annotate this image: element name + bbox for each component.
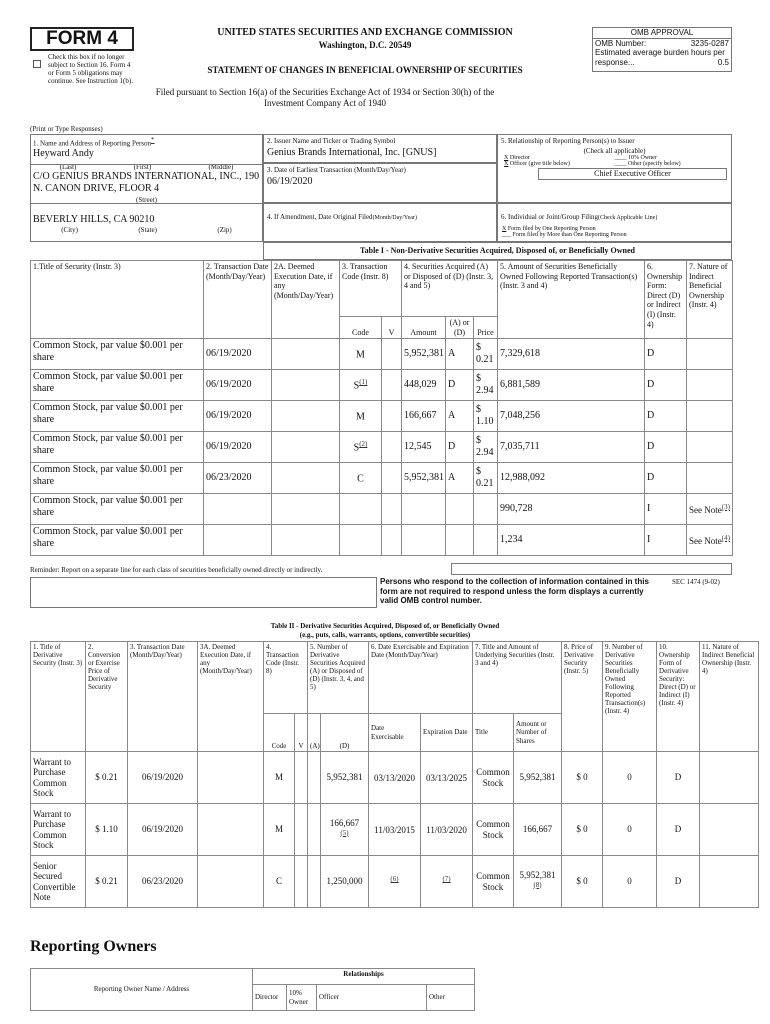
reporting-owners-heading: Reporting Owners (30, 938, 157, 955)
table1-row (31, 339, 733, 370)
t1-owned: 7,329,618 (498, 339, 645, 370)
t2-ownership-form: D (657, 856, 700, 908)
table2 (30, 641, 759, 908)
t1-h-title: 1.Title of Security (Instr. 3) (31, 261, 204, 339)
one-person-label: Form filed by One Reporting Person (507, 226, 596, 232)
one-person-mark[interactable]: X (502, 226, 507, 232)
t1-amount: 12,545 (402, 432, 446, 463)
t2-expiration-footnote[interactable]: (7) (442, 875, 451, 884)
t2-disposed: 1,250,000 (326, 876, 363, 887)
street-label: (Street) (136, 195, 157, 204)
t1-transaction-date (204, 525, 272, 556)
t1-security-title: Common Stock, par value $0.001 per share (31, 525, 204, 556)
t2-h-code-sub: Code (264, 714, 295, 752)
t2-disposed: 5,952,381 (326, 772, 363, 783)
t1-amount: 448,029 (402, 370, 446, 401)
t1-h-date: 2. Transaction Date (Month/Day/Year) (204, 261, 272, 339)
t1-price (474, 494, 498, 525)
t2-h-v: V (295, 714, 308, 752)
t1-deemed-date (272, 432, 340, 463)
t1-security-title: Common Stock, par value $0.001 per share (31, 401, 204, 432)
t2-transaction-date: 06/19/2020 (128, 752, 198, 804)
t2-acquired (308, 752, 321, 804)
t2-h-deemed: 3A. Deemed Execution Date, if any (Month/Day/Year) (198, 642, 264, 752)
t1-nature-cell (687, 370, 733, 401)
director-label: Director (509, 155, 530, 162)
t1-a-or-d (446, 494, 474, 525)
t2-expiration-cell (421, 856, 473, 908)
t1-v (382, 494, 402, 525)
t2-acquired (308, 856, 321, 908)
t2-h-conv: 2. Conversion or Exercise Price of Derivative Security (86, 642, 128, 752)
t1-deemed-date (272, 370, 340, 401)
box4-sub: (Month/Day/Year) (372, 215, 417, 221)
t2-security-title: Warrant to Purchase Common Stock (31, 752, 86, 804)
t2-owned: 0 (603, 804, 657, 856)
t1-code: M (356, 411, 365, 423)
table1 (30, 260, 733, 556)
t1-owned: 12,988,092 (498, 463, 645, 494)
t1-owned: 7,035,711 (498, 432, 645, 463)
t1-amount (402, 494, 446, 525)
t1-a-or-d (446, 525, 474, 556)
t2-code: C (264, 856, 295, 908)
t1-code-cell (340, 525, 382, 556)
director-mark[interactable]: X (504, 155, 509, 162)
t2-h-uamount: Amount or Number of Shares (514, 714, 562, 752)
t1-h-form: 6. Ownership Form: Direct (D) or Indirect (I) (Instr. 4) (645, 261, 687, 339)
t1-owned: 7,048,256 (498, 401, 645, 432)
box6-sub: (Check Applicable Line) (598, 215, 658, 221)
t1-deemed-date (272, 494, 340, 525)
t1-a-or-d: A (446, 463, 474, 494)
t1-code-cell (340, 370, 382, 401)
t2-h-exp: Expiration Date (421, 714, 473, 752)
omb-title: OMB APPROVAL (593, 28, 731, 39)
t1-transaction-date: 06/19/2020 (204, 370, 272, 401)
reminder-text: Reminder: Report on a separate line for each class of securities beneficially owned directly or indirectly. (30, 566, 323, 574)
t2-date-exercisable-cell (369, 804, 421, 856)
earliest-transaction-box (263, 163, 497, 203)
t1-deemed-date (272, 525, 340, 556)
first-label: (First) (133, 162, 152, 171)
t1-nature-footnote[interactable]: (4) (721, 533, 730, 542)
t1-price: $ 2.94 (474, 370, 498, 401)
t2-price: $ 0 (562, 856, 603, 908)
t1-price: $ 2.94 (474, 432, 498, 463)
form-title: FORM 4 (46, 28, 118, 49)
sec-form-number: SEC 1474 (9-02) (672, 578, 720, 586)
omb-number-value: 3235-0287 (690, 38, 729, 48)
t2-transaction-date: 06/23/2020 (128, 856, 198, 908)
omb-burden-value: 0.5 (717, 57, 729, 67)
t1-security-title: Common Stock, par value $0.001 per share (31, 494, 204, 525)
table1-row (31, 401, 733, 432)
reporting-person-name: Heyward Andy (33, 148, 94, 160)
t2-deemed-date (198, 752, 264, 804)
t2-date-exercisable-cell (369, 856, 421, 908)
t2-expiration-date: 11/03/2020 (426, 825, 467, 836)
t1-price (474, 525, 498, 556)
table2-row (31, 752, 759, 804)
table1-row (31, 432, 733, 463)
box3-label: 3. Date of Earliest Transaction (Month/Day/Year) (267, 166, 406, 174)
t1-h-amount: Amount (402, 317, 446, 339)
t2-h-d: (D) (321, 714, 369, 752)
table1-row (31, 525, 733, 556)
box1-label: 1. Name and Address of Reporting Person (33, 139, 152, 148)
t2-h-exercisable: 6. Date Exercisable and Expiration Date (Month/Day/Year) (369, 642, 473, 714)
t1-security-title: Common Stock, par value $0.001 per share (31, 339, 204, 370)
officer-title: Chief Executive Officer (538, 168, 727, 180)
t1-ownership-form: I (645, 494, 687, 525)
t1-code-cell (340, 432, 382, 463)
t1-price: $ 0.21 (474, 339, 498, 370)
t2-h-nature: 11. Nature of Indirect Beneficial Ownership (Instr. 4) (700, 642, 759, 752)
t2-expiration-cell (421, 804, 473, 856)
t1-transaction-date (204, 494, 272, 525)
t1-ownership-form: D (645, 339, 687, 370)
table1-title: Table I - Non-Derivative Securities Acquired, Disposed of, or Beneficially Owned (360, 246, 635, 255)
t1-code-cell (340, 401, 382, 432)
box4-label: 4. If Amendment, Date Original Filed (267, 213, 373, 221)
t2-nature (700, 804, 759, 856)
t1-v (382, 370, 402, 401)
t2-disposed-footnote[interactable]: (5) (340, 828, 349, 837)
t2-h-date: 3. Transaction Date (Month/Day/Year) (128, 642, 198, 752)
t1-nature: See Note (689, 504, 722, 515)
t1-price: $ 0.21 (474, 463, 498, 494)
statement-title: STATEMENT OF CHANGES IN BENEFICIAL OWNERSHIP OF SECURITIES (207, 65, 523, 75)
owners-ten-pct-header: 10% Owner (287, 985, 317, 1011)
table1-row (31, 494, 733, 525)
t1-amount: 5,952,381 (402, 339, 446, 370)
table2-row (31, 804, 759, 856)
city-label: (City) (61, 226, 78, 235)
t1-security-title: Common Stock, par value $0.001 per share (31, 370, 204, 401)
t2-disposed-cell (321, 856, 369, 908)
t2-underlying-title: Common Stock (473, 752, 514, 804)
other-label: Other (specify below) (628, 161, 681, 168)
t1-h-nature: 7. Nature of Indirect Beneficial Ownership (Instr. 4) (687, 261, 733, 339)
box1-footnote[interactable]: * (151, 136, 155, 144)
last-label: (Last) (59, 162, 77, 171)
more-persons-label: Form filed by More than One Reporting Person (512, 232, 627, 238)
t2-disposed: 166,667 (329, 818, 360, 829)
t1-transaction-date: 06/19/2020 (204, 339, 272, 370)
owners-name-header: Reporting Owner Name / Address (31, 969, 253, 1011)
t2-code: M (264, 804, 295, 856)
t2-underlying-amount: 166,667 (522, 824, 553, 835)
t1-code-cell (340, 339, 382, 370)
t1-transaction-date: 06/23/2020 (204, 463, 272, 494)
city-state-zip: BEVERLY HILLS, CA 90210 (33, 213, 155, 225)
no-longer-subject-checkbox[interactable] (33, 55, 41, 73)
reporting-person-box (30, 134, 263, 242)
ten-pct-label: 10% Owner (628, 155, 657, 162)
t1-h-code-sub: Code (340, 317, 382, 339)
t1-code-cell (340, 494, 382, 525)
t1-deemed-date (272, 463, 340, 494)
t2-acquired (308, 804, 321, 856)
t1-h-v: V (382, 317, 402, 339)
t2-security-title: Warrant to Purchase Common Stock (31, 804, 86, 856)
t2-code: M (264, 752, 295, 804)
reminder-side-box (451, 563, 732, 575)
omb-number-label: OMB Number: (595, 38, 647, 48)
issuer-box (263, 134, 497, 163)
t2-deemed-date (198, 804, 264, 856)
t2-date-exercisable: 03/13/2020 (374, 773, 416, 784)
t2-expiration-cell (421, 752, 473, 804)
t1-nature-cell (687, 339, 733, 370)
t1-v (382, 432, 402, 463)
t1-nature-cell (687, 432, 733, 463)
agency-location: Washington, D.C. 20549 (318, 40, 412, 50)
t1-ownership-form: D (645, 401, 687, 432)
t2-v (295, 856, 308, 908)
t1-h-deemed: 2A. Deemed Execution Date, if any (Month/Day/Year) (272, 261, 340, 339)
street-address: C/O GENIUS BRANDS INTERNATIONAL, INC., 190 N. CANON DRIVE, FLOOR 4 (33, 170, 260, 195)
agency-name: UNITED STATES SECURITIES AND EXCHANGE COMMISSION (217, 27, 513, 38)
t1-nature-cell (687, 525, 733, 556)
t2-conversion-price: $ 0.21 (86, 752, 128, 804)
table2-row (31, 856, 759, 908)
officer-label: Officer (give title below) (509, 161, 570, 168)
t2-underlying-amount-cell (514, 804, 562, 856)
t1-deemed-date (272, 401, 340, 432)
t1-v (382, 401, 402, 432)
t2-owned: 0 (603, 752, 657, 804)
t1-transaction-date: 06/19/2020 (204, 432, 272, 463)
t1-ownership-form: D (645, 463, 687, 494)
t2-date-exercisable-cell (369, 752, 421, 804)
filed-pursuant: Filed pursuant to Section 16(a) of the Securities Exchange Act of 1934 or Section 30(h) of the Investment Company Act of 1940 (155, 87, 495, 108)
filing-type-box: 6. Individual or Joint/Group Filing(Check Applicable Line) X Form filed by One Reporting Person ___ Form filed by More than One Reporting Person (497, 203, 732, 242)
t1-nature-cell (687, 494, 733, 525)
t1-h-price: Price (474, 317, 498, 339)
t2-date-exercisable-footnote[interactable]: (6) (390, 875, 399, 884)
t2-price: $ 0 (562, 752, 603, 804)
amendment-box (263, 203, 497, 242)
t2-h-date-ex: Date Exercisable (369, 714, 421, 752)
table1-row (31, 370, 733, 401)
t2-ownership-form: D (657, 804, 700, 856)
t1-a-or-d: A (446, 401, 474, 432)
box6-label: 6. Individual or Joint/Group Filing (501, 213, 599, 221)
officer-mark[interactable]: X (504, 161, 509, 168)
t1-amount (402, 525, 446, 556)
t1-nature: See Note (689, 535, 722, 546)
persons-notice: Persons who respond to the collection of information contained in this form are not required to respond unless the form displays a currently valid OMB control number. (380, 577, 649, 606)
t1-ownership-form: I (645, 525, 687, 556)
t1-nature-cell (687, 463, 733, 494)
omb-burden-label: Estimated average burden hours per response... (595, 48, 725, 67)
t1-v (382, 339, 402, 370)
t2-nature (700, 856, 759, 908)
t1-code: C (357, 473, 364, 485)
omb-approval-box (592, 27, 732, 72)
t2-h-owned: 9. Number of Derivative Securities Beneficially Owned Following Reported Transaction(s) (Instr. 4) (603, 642, 657, 752)
owners-other-header: Other (427, 985, 475, 1011)
t2-conversion-price: $ 1.10 (86, 804, 128, 856)
table2-title: Table II - Derivative Securities Acquired, Disposed of, or Beneficially Owned (270, 622, 500, 630)
t1-code: S (353, 380, 360, 392)
t2-security-title: Senior Secured Convertible Note (31, 856, 86, 908)
t1-a-or-d: D (446, 370, 474, 401)
box5-sub: (Check all applicable) (583, 147, 646, 156)
t2-deemed-date (198, 856, 264, 908)
table2-subtitle: (e.g., puts, calls, warrants, options, convertible securities) (299, 631, 471, 639)
t1-a-or-d: A (446, 339, 474, 370)
t2-h-underlying: 7. Title and Amount of Underlying Securities (Instr. 3 and 4) (473, 642, 562, 714)
t2-h-a: (A) (308, 714, 321, 752)
table1-row (31, 463, 733, 494)
t2-conversion-price: $ 0.21 (86, 856, 128, 908)
t2-date-exercisable: 11/03/2015 (374, 825, 415, 836)
t2-h-number: 5. Number of Derivative Securities Acquired (A) or Disposed of (D) (Instr. 3, 4, and 5) (308, 642, 369, 714)
t2-underlying-title: Common Stock (473, 856, 514, 908)
owners-director-header: Director (253, 985, 287, 1011)
middle-label: (Middle) (208, 162, 234, 171)
t1-h-acquired: 4. Securities Acquired (A) or Disposed of (D) (Instr. 3, 4 and 5) (402, 261, 498, 317)
checkbox-instruction: Check this box if no longer subject to Section 16. Form 4 or Form 5 obligations may continue. See Instruction 1(b). (48, 53, 133, 86)
t1-v (382, 525, 402, 556)
t1-h-aord: (A) or (D) (446, 317, 474, 339)
t1-deemed-date (272, 339, 340, 370)
t2-transaction-date: 06/19/2020 (128, 804, 198, 856)
t1-code: M (356, 349, 365, 361)
t2-v (295, 804, 308, 856)
t1-code-cell (340, 463, 382, 494)
t1-code-footnote[interactable]: (2) (359, 440, 368, 449)
t2-h-title: 1. Title of Derivative Security (Instr. 3) (31, 642, 86, 752)
t1-nature-cell (687, 401, 733, 432)
t2-underlying-amount-cell (514, 752, 562, 804)
t1-h-code: 3. Transaction Code (Instr. 8) (340, 261, 402, 317)
t1-amount: 5,952,381 (402, 463, 446, 494)
t1-ownership-form: D (645, 370, 687, 401)
box2-label: 2. Issuer Name and Ticker or Trading Symbol (267, 137, 396, 145)
t2-underlying-amount: 5,952,381 (519, 772, 556, 783)
t1-security-title: Common Stock, par value $0.001 per share (31, 463, 204, 494)
t2-disposed-cell (321, 804, 369, 856)
t2-h-code: 4. Transaction Code (Instr. 8) (264, 642, 308, 714)
t1-owned: 6,881,589 (498, 370, 645, 401)
earliest-transaction-date: 06/19/2020 (267, 176, 313, 188)
t1-v (382, 463, 402, 494)
t2-underlying-amount: 5,952,381 (519, 870, 556, 881)
issuer-name: Genius Brands International, Inc. [GNUS] (267, 147, 437, 159)
t1-transaction-date: 06/19/2020 (204, 401, 272, 432)
t2-owned: 0 (603, 856, 657, 908)
reporting-owners-table (30, 968, 475, 1011)
t2-v (295, 752, 308, 804)
owners-relationships-header: Relationships (253, 969, 475, 985)
t2-underlying-amount-cell (514, 856, 562, 908)
table1-title-cell (263, 242, 732, 260)
t2-price: $ 0 (562, 804, 603, 856)
t2-nature (700, 752, 759, 804)
t2-underlying-title: Common Stock (473, 804, 514, 856)
zip-label: (Zip) (217, 226, 232, 235)
t2-h-price: 8. Price of Derivative Security (Instr. 5) (562, 642, 603, 752)
t2-ownership-form: D (657, 752, 700, 804)
t1-code-footnote[interactable]: (1) (359, 378, 368, 387)
print-type-note: (Print or Type Responses) (30, 125, 103, 133)
reminder-left-box (30, 577, 377, 608)
t1-price: $ 1.10 (474, 401, 498, 432)
t1-ownership-form: D (645, 432, 687, 463)
t1-h-owned: 5. Amount of Securities Beneficially Owned Following Reported Transaction(s) (Instr. 3 and 4) (498, 261, 645, 339)
t1-security-title: Common Stock, par value $0.001 per share (31, 432, 204, 463)
box5-label: 5. Relationship of Reporting Person(s) to Issuer (501, 137, 635, 145)
t1-owned: 990,728 (498, 494, 645, 525)
state-label: (State) (138, 226, 157, 235)
t2-h-form: 10. Ownership Form of Derivative Security: Direct (D) or Indirect (I) (Instr. 4) (657, 642, 700, 752)
t1-nature-footnote[interactable]: (3) (721, 502, 730, 511)
t1-a-or-d: D (446, 432, 474, 463)
relationship-box: 5. Relationship of Reporting Person(s) to Issuer (Check all applicable) X Director ____ 10% Owner X Officer (give title below) ____ Other (specify below) Chief Executive Officer (497, 134, 732, 203)
t2-disposed-cell (321, 752, 369, 804)
t2-underlying-footnote[interactable]: (8) (533, 880, 542, 889)
form-title-box (30, 27, 134, 51)
owners-officer-header: Officer (317, 985, 427, 1011)
t1-amount: 166,667 (402, 401, 446, 432)
t1-code: S (353, 442, 360, 454)
t2-h-utitle: Title (473, 714, 514, 752)
t1-owned: 1,234 (498, 525, 645, 556)
t2-expiration-date: 03/13/2025 (426, 773, 468, 784)
